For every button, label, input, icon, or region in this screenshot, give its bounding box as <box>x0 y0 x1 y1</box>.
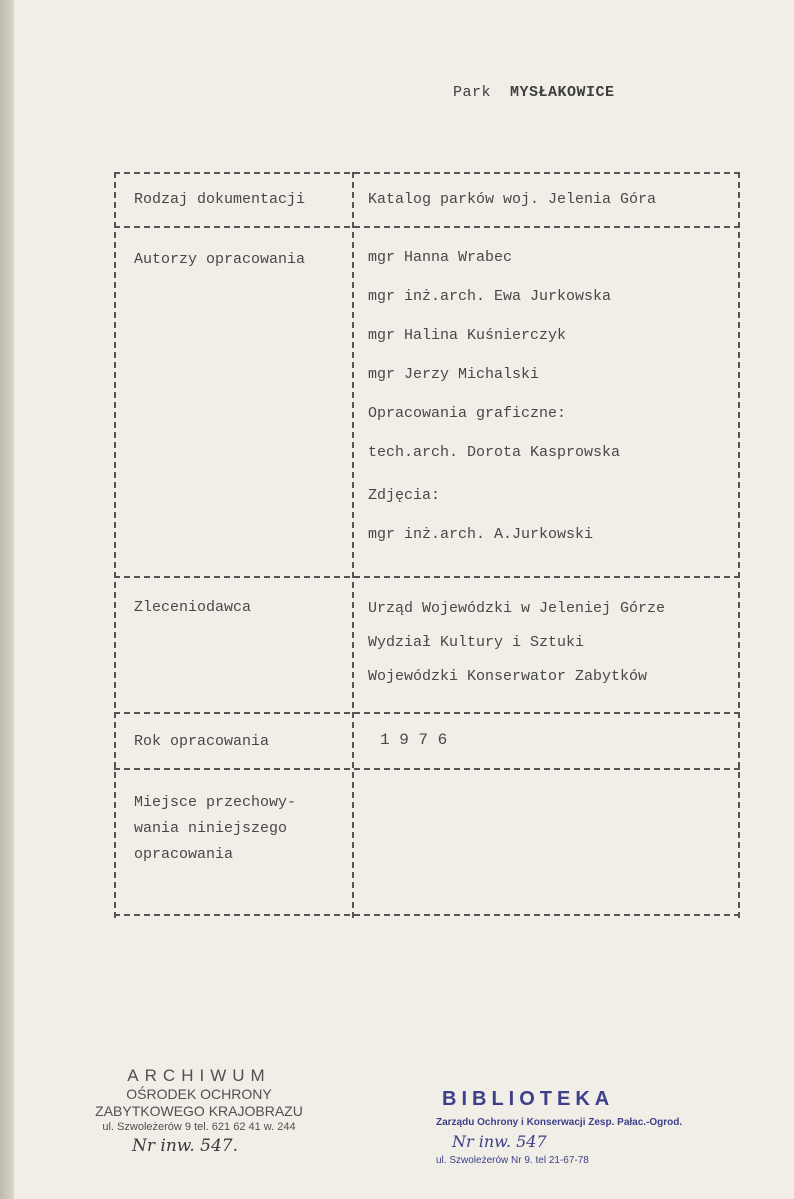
graphics-heading: Opracowania graficzne: <box>368 405 567 422</box>
storage-label-line: Miejsce przechowy- <box>134 794 297 811</box>
table-border-top <box>114 172 740 174</box>
documentation-table <box>114 172 740 918</box>
author-line: mgr Halina Kuśnierczyk <box>368 327 567 344</box>
table-divider <box>114 768 740 770</box>
author-line: mgr Hanna Wrabec <box>368 249 513 266</box>
graphics-author: tech.arch. Dorota Kasprowska <box>368 444 621 461</box>
page-edge-shadow <box>0 0 14 1199</box>
library-stamp-line: Zarządu Ochrony i Konserwacji Zesp. Pałac.-Ogrod. <box>436 1117 683 1128</box>
library-stamp-address: ul. Szwoleżerów Nr 9. tel 21-67-78 <box>436 1155 589 1166</box>
handwritten-inventory-number: Nr inw. 547. <box>132 1136 238 1156</box>
photos-author: mgr inż.arch. A.Jurkowski <box>368 526 594 543</box>
table-border-bottom <box>114 914 740 916</box>
author-line: mgr Jerzy Michalski <box>368 366 540 383</box>
library-stamp-title: BIBLIOTEKA <box>442 1088 615 1110</box>
archive-stamp-line: OŚRODEK OCHRONY <box>126 1086 272 1102</box>
client-line: Wojewódzki Konserwator Zabytków <box>368 668 648 685</box>
row-label-documentation-type: Rodzaj dokumentacji <box>134 191 306 208</box>
archive-stamp-address: ul. Szwoleżerów 9 tel. 621 62 41 w. 244 <box>102 1121 296 1133</box>
table-border-right <box>738 172 740 918</box>
page-header <box>453 84 615 101</box>
library-stamp-inventory: Nr inw. 547 <box>452 1132 547 1151</box>
row-value-documentation-type: Katalog parków woj. Jelenia Góra <box>368 191 657 208</box>
library-stamp <box>436 1088 683 1166</box>
archive-stamp <box>92 1066 306 1135</box>
row-value-year: 1 9 7 6 <box>380 731 448 749</box>
row-label-storage-place <box>134 790 296 868</box>
archive-stamp-line: ZABYTKOWEGO KRAJOBRAZU <box>95 1103 303 1119</box>
client-line: Wydział Kultury i Sztuki <box>368 634 585 651</box>
row-label-client: Zleceniodawca <box>134 599 252 616</box>
author-line: mgr inż.arch. Ewa Jurkowska <box>368 288 612 305</box>
row-label-year: Rok opracowania <box>134 733 270 750</box>
row-value-authors <box>368 238 620 554</box>
storage-label-line: opracowania <box>134 846 234 863</box>
header-label: Park <box>453 84 492 101</box>
table-column-divider <box>352 172 354 918</box>
client-line: Urząd Wojewódzki w Jeleniej Górze <box>368 600 666 617</box>
table-divider <box>114 712 740 714</box>
table-border-left <box>114 172 116 918</box>
table-divider <box>114 226 740 228</box>
row-value-client <box>368 592 665 694</box>
archive-stamp-title: ARCHIWUM <box>127 1066 271 1085</box>
row-label-authors: Autorzy opracowania <box>134 251 306 268</box>
header-place: MYSŁAKOWICE <box>510 84 615 101</box>
photos-heading: Zdjęcia: <box>368 487 441 504</box>
table-divider <box>114 576 740 578</box>
storage-label-line: wania niniejszego <box>134 820 288 837</box>
